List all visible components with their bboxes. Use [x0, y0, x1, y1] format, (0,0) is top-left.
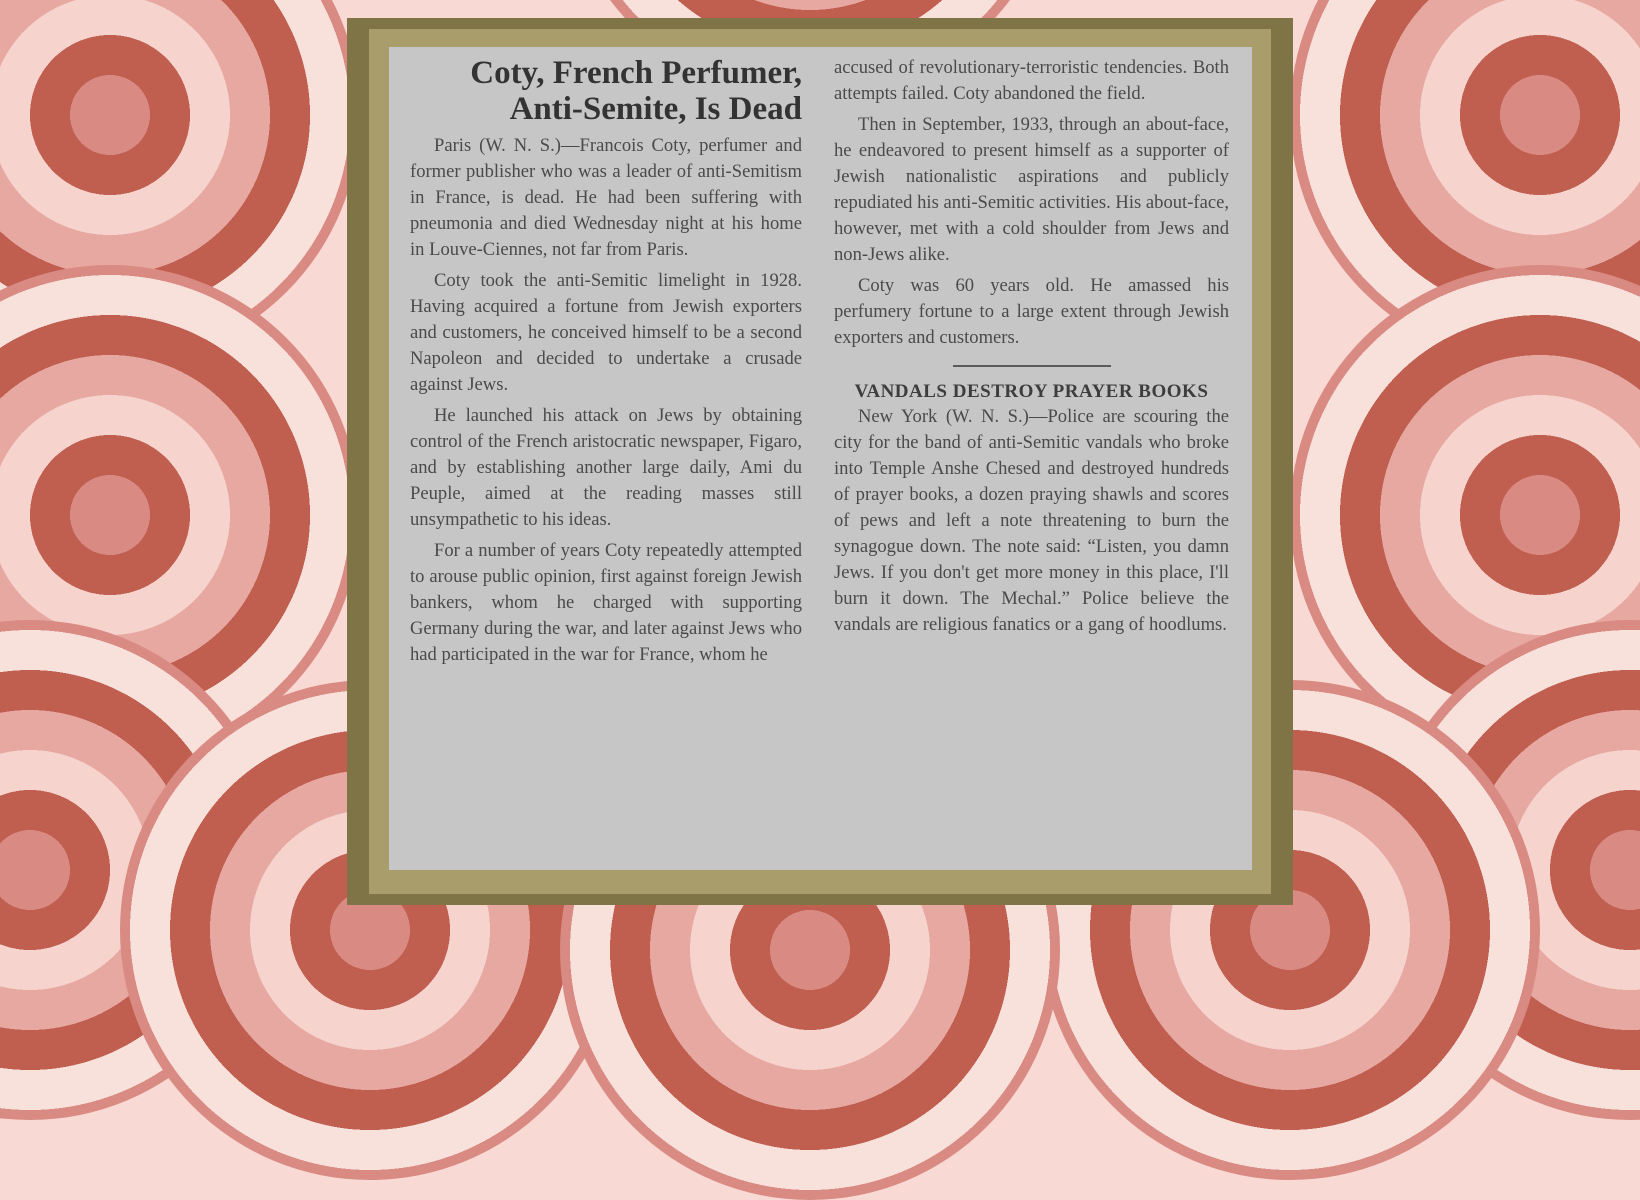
second-article-paragraph: New York (W. N. S.)—Police are scouring the city for the band of anti-Semitic vandals who broke into Temple Anshe Chesed and destroyed hundreds of prayer books, a dozen praying shawls and scores of pews and left a note threatening to burn the synagogue down. The note said: “Listen, you damn Jews. If you don't get more money in this place, I'll burn it down. The Mechal.” Police believe the vandals are religious fanatics or a gang of hoodlums.	[834, 406, 1229, 635]
second-article-headline: VANDALS DESTROY PRAYER BOOKS	[854, 381, 1209, 402]
article-headline: Coty, French Perfumer, Anti-Semite, Is Dead	[470, 55, 802, 127]
article-paragraph: Paris (W. N. S.)—Francois Coty, perfumer and former publisher who was a leader of anti-Semitism in France, is dead. He had been suffering with pneumonia and died Wednesday night at his home in Louve-Ciennes, not far from Paris.	[410, 135, 802, 260]
article-paragraph: Coty was 60 years old. He amassed his perfumery fortune to a large extent through Jewish exporters and customers.	[834, 275, 1229, 348]
section-divider	[953, 365, 1111, 367]
article-paragraph: Coty took the anti-Semitic limelight in 1928. Having acquired a fortune from Jewish exporters and customers, he conceived himself to be a second Napoleon and decided to undertake a crusade against Jews.	[410, 270, 802, 395]
article-paragraph-continued: accused of revolutionary-terroristic tendencies. Both attempts failed. Coty abandoned the field.	[834, 57, 1229, 104]
left-column	[410, 55, 802, 673]
article-paragraph: Then in September, 1933, through an about-face, he endeavored to present himself as a supporter of Jewish nationalistic aspirations and publicly repudiated his anti-Semitic activities. His about-face, however, met with a cold shoulder from Jews and non-Jews alike.	[834, 114, 1229, 265]
article-paragraph: For a number of years Coty repeatedly attempted to arouse public opinion, first against foreign Jewish bankers, whom he charged with supporting Germany during the war, and later against Jews who had participated in the war for France, whom he	[410, 540, 802, 665]
right-column	[834, 55, 1229, 643]
newspaper-clipping	[389, 47, 1252, 870]
article-paragraph: He launched his attack on Jews by obtaining control of the French aristocratic newspaper, Figaro, and by establishing another large daily, Ami du Peuple, aimed at the reading masses still unsympathetic to his ideas.	[410, 405, 802, 530]
